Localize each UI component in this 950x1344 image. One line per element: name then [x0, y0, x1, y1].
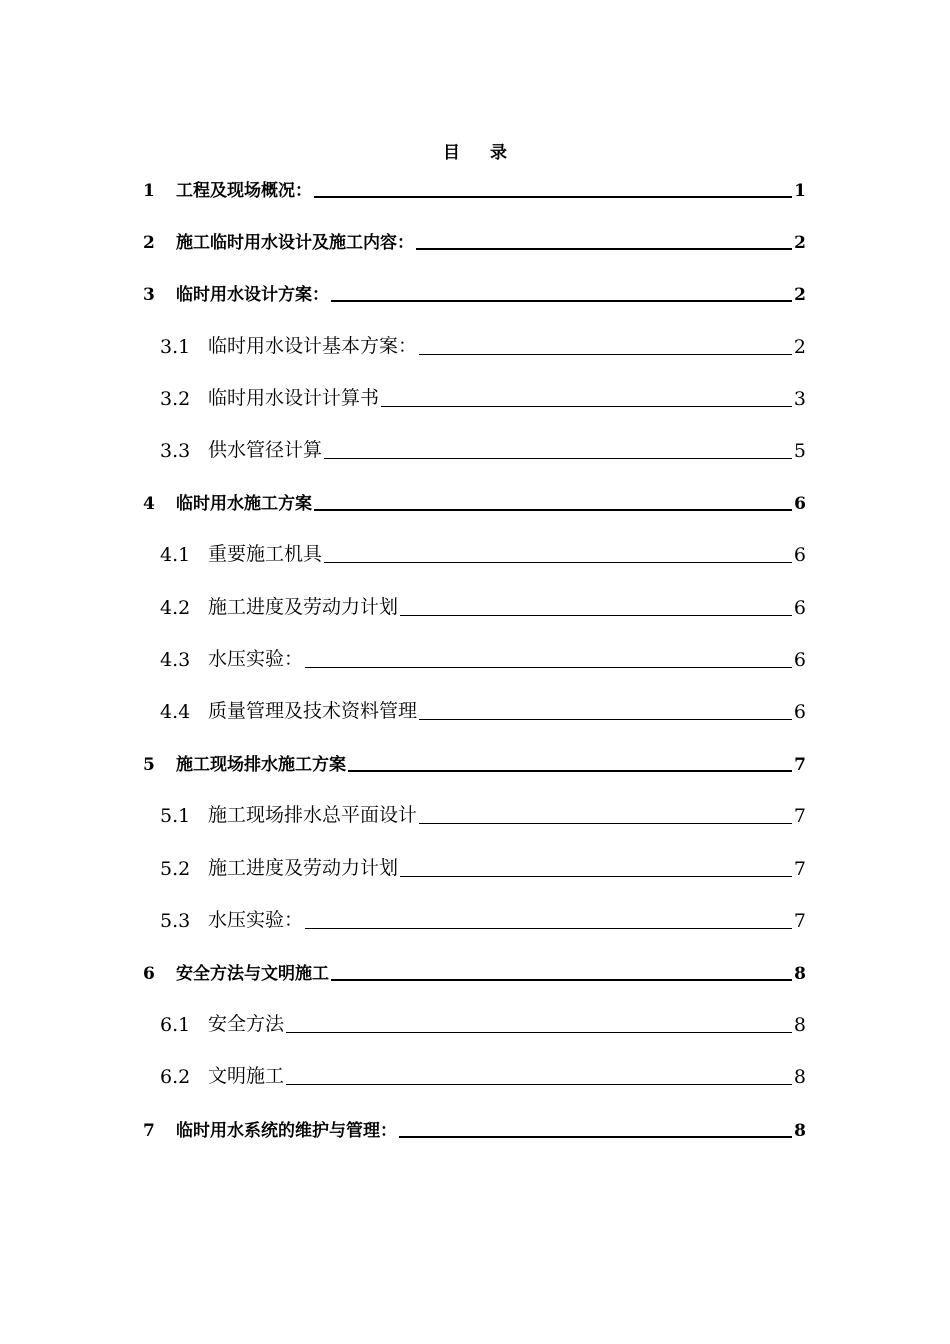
- toc-entry[interactable]: [143, 281, 806, 305]
- toc-entry-page-number: 2: [793, 336, 806, 358]
- toc-entry-page-number: 8: [793, 1014, 806, 1036]
- toc-entry-number: 3.1: [160, 336, 191, 358]
- toc-entry-label: 临时用水施工方案: [176, 494, 312, 514]
- toc-entry[interactable]: [160, 1064, 806, 1088]
- toc-entry-label: 临时用水设计基本方案：: [208, 335, 418, 357]
- toc-entry-number: 4.4: [160, 701, 191, 723]
- toc-entry-page-number: 6: [793, 649, 806, 671]
- toc-entry[interactable]: [160, 542, 806, 566]
- toc-entry-page-number: 7: [793, 805, 806, 827]
- toc-entry-number: 4.1: [160, 544, 191, 566]
- toc-entry-label: 临时用水系统的维护与管理：: [176, 1121, 397, 1141]
- toc-leader-line: [399, 1136, 792, 1138]
- toc-entry-label: 供水管径计算: [208, 439, 323, 461]
- toc-entry-page-number: 2: [794, 285, 806, 305]
- toc-entry-label: 安全方法与文明施工: [176, 964, 329, 984]
- toc-entry-number: 5: [143, 755, 155, 775]
- toc-entry-page-number: 8: [794, 1121, 806, 1141]
- toc-entry-number: 5.1: [160, 805, 191, 827]
- toc-entry-label: 工程及现场概况：: [176, 181, 312, 201]
- toc-entry-number: 5.2: [160, 858, 191, 880]
- toc-entry-number: 4: [143, 494, 155, 514]
- toc-entry-page-number: 8: [794, 964, 806, 984]
- toc-entry[interactable]: [160, 386, 806, 410]
- toc-leader-line: [331, 300, 792, 302]
- toc-entry[interactable]: [143, 751, 806, 775]
- toc-entry[interactable]: [160, 856, 806, 880]
- toc-leader-line: [331, 979, 792, 981]
- toc-entry-page-number: 7: [793, 910, 806, 932]
- toc-entry[interactable]: [143, 229, 806, 253]
- toc-entry-label: 施工现场排水施工方案: [176, 755, 346, 775]
- toc-leader-line: [286, 1032, 792, 1033]
- toc-entry-number: 1: [143, 181, 155, 201]
- toc-entry-number: 6.2: [160, 1066, 191, 1088]
- toc-entry-number: 4.2: [160, 597, 191, 619]
- toc-entry-page-number: 6: [793, 544, 806, 566]
- toc-entry-page-number: 1: [794, 181, 806, 201]
- toc-entry-label: 施工临时用水设计及施工内容：: [176, 233, 414, 253]
- toc-entry-number: 3: [143, 285, 155, 305]
- toc-leader-line: [314, 509, 792, 511]
- toc-entry-number: 6.1: [160, 1014, 191, 1036]
- toc-entry[interactable]: [160, 334, 806, 358]
- toc-entry-page-number: 2: [794, 233, 806, 253]
- toc-entry-label: 质量管理及技术资料管理: [208, 700, 418, 722]
- toc-leader-line: [348, 770, 792, 772]
- toc-entry[interactable]: [160, 595, 806, 619]
- toc-entry-page-number: 7: [793, 858, 806, 880]
- toc-leader-line: [314, 196, 792, 198]
- toc-entry-label: 安全方法: [208, 1013, 285, 1035]
- toc-entry-label: 重要施工机具: [208, 543, 323, 565]
- toc-entry[interactable]: [160, 803, 806, 827]
- toc-entry[interactable]: [143, 177, 806, 201]
- toc-leader-line: [381, 406, 792, 407]
- page-title: 目 录: [443, 143, 519, 163]
- toc-entry-label: 临时用水设计方案：: [176, 285, 329, 305]
- toc-entry[interactable]: [160, 438, 806, 462]
- toc-entry[interactable]: [160, 1012, 806, 1036]
- toc-entry[interactable]: [160, 699, 806, 723]
- toc-leader-line: [400, 876, 792, 877]
- toc-entry-label: 施工现场排水总平面设计: [208, 804, 418, 826]
- toc-entry-number: 5.3: [160, 910, 191, 932]
- toc-leader-line: [419, 823, 792, 824]
- toc-leader-line: [400, 615, 792, 616]
- toc-entry[interactable]: [143, 960, 806, 984]
- toc-entry-label: 施工进度及劳动力计划: [208, 857, 399, 879]
- toc-entry-number: 6: [143, 964, 155, 984]
- toc-leader-line: [324, 562, 792, 563]
- toc-entry-label: 临时用水设计计算书: [208, 387, 380, 409]
- toc-entry-label: 施工进度及劳动力计划: [208, 596, 399, 618]
- toc-leader-line: [305, 928, 792, 929]
- toc-leader-line: [305, 667, 792, 668]
- toc-entry[interactable]: [160, 647, 806, 671]
- toc-entry-page-number: 6: [793, 597, 806, 619]
- toc-entry-page-number: 6: [794, 494, 806, 514]
- toc-leader-line: [286, 1084, 792, 1085]
- toc-entry-label: 水压实验：: [208, 909, 304, 931]
- toc-entry-number: 3.3: [160, 440, 191, 462]
- toc-entry-number: 2: [143, 233, 155, 253]
- toc-entry-number: 3.2: [160, 388, 191, 410]
- toc-entry-page-number: 3: [793, 388, 806, 410]
- toc-entry-number: 4.3: [160, 649, 191, 671]
- toc-entry-label: 文明施工: [208, 1065, 285, 1087]
- toc-entry-page-number: 8: [793, 1066, 806, 1088]
- toc-leader-line: [324, 458, 792, 459]
- toc-leader-line: [416, 248, 792, 250]
- toc-entry-page-number: 5: [793, 440, 806, 462]
- toc-entry-page-number: 6: [793, 701, 806, 723]
- toc-entry-page-number: 7: [794, 755, 806, 775]
- toc-leader-line: [419, 719, 792, 720]
- toc-entry[interactable]: [160, 908, 806, 932]
- toc-entry[interactable]: [143, 1117, 806, 1141]
- toc-entry-label: 水压实验：: [208, 648, 304, 670]
- toc-leader-line: [419, 354, 792, 355]
- toc-entry[interactable]: [143, 490, 806, 514]
- toc-entry-number: 7: [143, 1121, 155, 1141]
